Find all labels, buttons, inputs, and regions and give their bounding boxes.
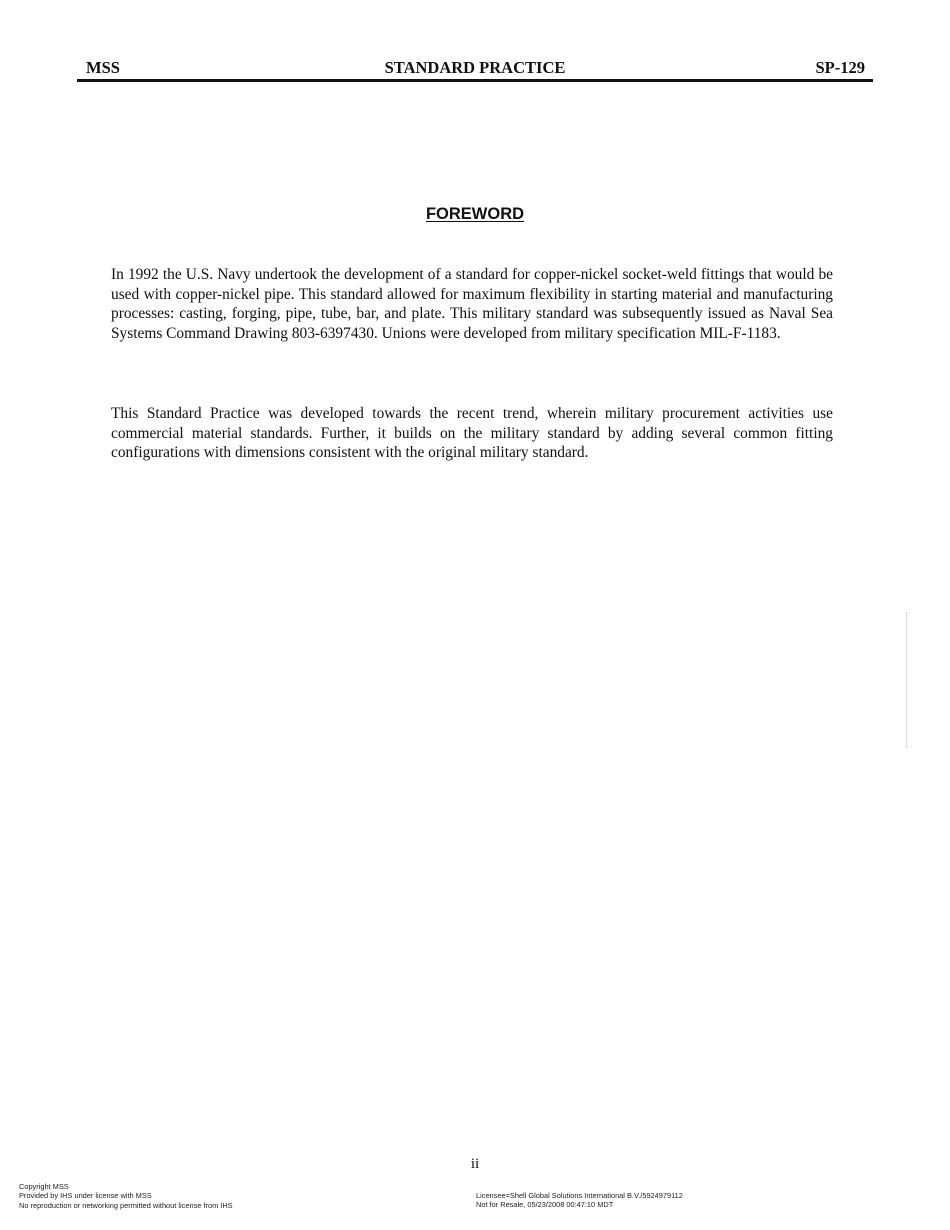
- footer-copyright: [19, 1182, 233, 1210]
- footer-copyright-line: Copyright MSS: [19, 1182, 69, 1191]
- header-document-number: SP-129: [815, 58, 865, 77]
- footer-provider-line: Provided by IHS under license with MSS: [19, 1191, 152, 1201]
- foreword-paragraph-2: This Standard Practice was developed towards the recent trend, wherein military procurement activities use commercial material standards. Further, it builds on the military standard by adding several common fitting configurations with dimensions consistent with the original military standard.: [111, 405, 833, 462]
- page-number: ii: [470, 1156, 480, 1172]
- page-header: [77, 57, 873, 82]
- footer-license: [476, 1191, 683, 1210]
- footer-reproduction-line: No reproduction or networking permitted without license from IHS: [19, 1200, 233, 1210]
- header-document-type: STANDARD PRACTICE: [384, 58, 566, 77]
- footer-resale-line: Not for Resale, 05/23/2008 00:47:10 MDT: [476, 1200, 614, 1210]
- margin-dotted-mark: [906, 612, 907, 748]
- foreword-title: FOREWORD: [425, 205, 525, 223]
- footer-licensee-line: Licensee=Shell Global Solutions International B.V./5924979112: [476, 1191, 683, 1200]
- header-organization: MSS: [86, 58, 120, 77]
- foreword-paragraph-1: In 1992 the U.S. Navy undertook the development of a standard for copper-nickel socket-weld fittings that would be used with copper-nickel pipe. This standard allowed for maximum flexibility in starting material and manufacturing processes: casting, forging, pipe, tube, bar, and plate. This military standard was subsequently issued as Naval Sea Systems Command Drawing 803-6397430. Unions were developed from military specification MIL-F-1183.: [111, 266, 833, 342]
